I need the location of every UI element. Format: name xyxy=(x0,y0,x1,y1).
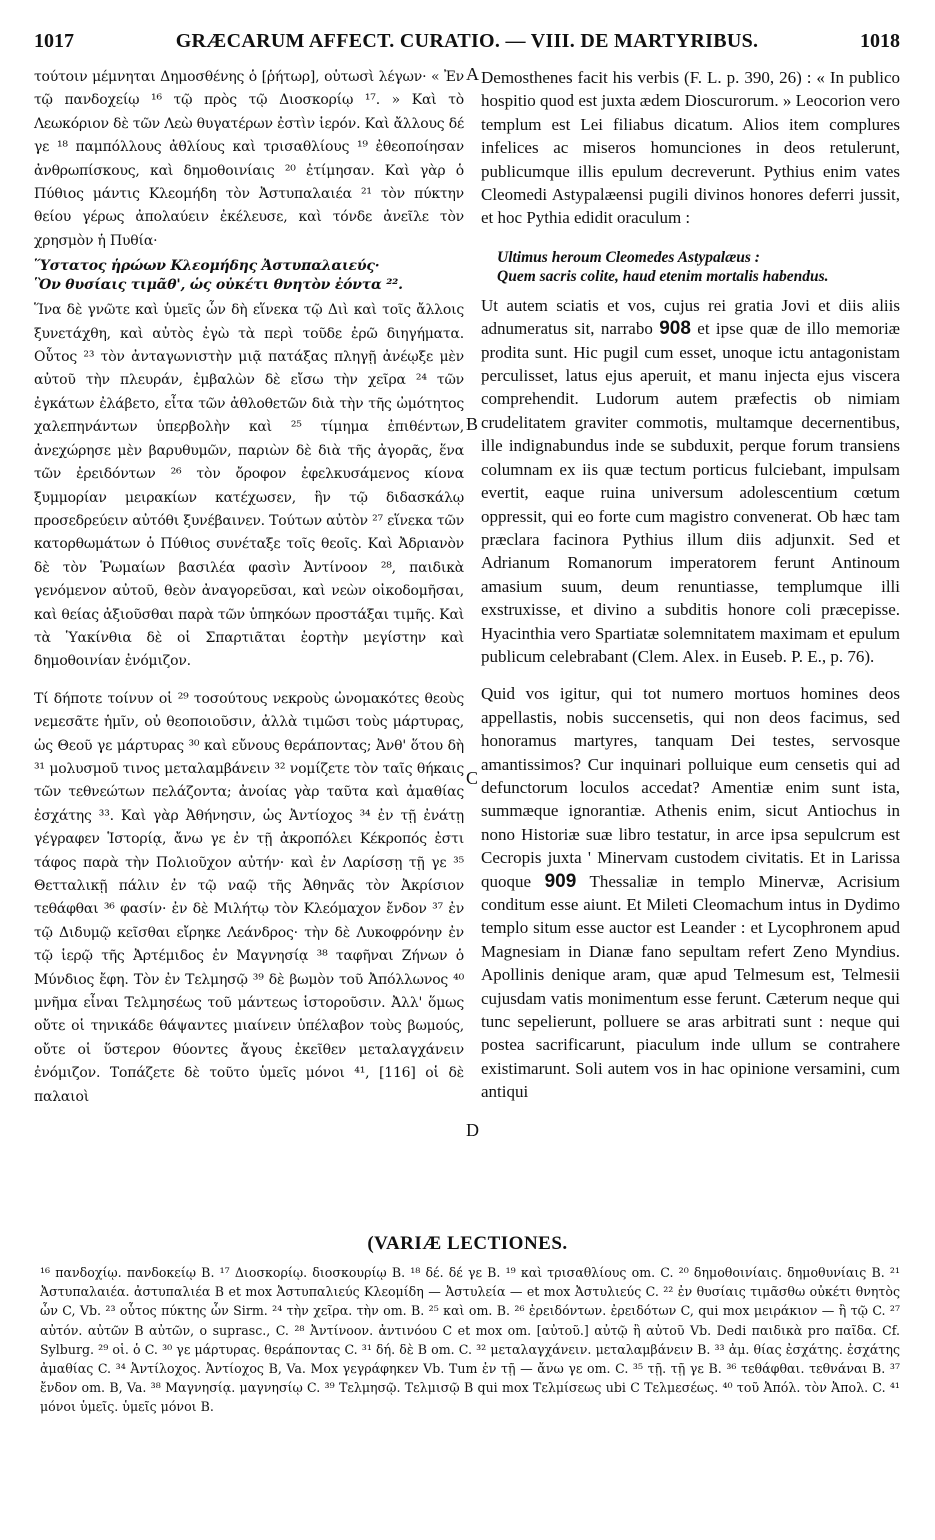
greek-oracle-verse xyxy=(34,257,464,295)
variae-lectiones-notes: ¹⁶ πανδοχίῳ. πανδοκείῳ B. ¹⁷ Διοσκορίῳ. διοσκουρίῳ B. ¹⁸ δέ. δέ γε B. ¹⁹ καὶ τρισαθλίους om. C. ²⁰ δημοθοινίαις. δημοθυνίαις B. ²¹ Ἀστυπαλαιέα. ἀστυπαλιέα B et mox Ἀστυπαλιεύς Κλεομίδη — Ἀστυλεία — et mox Ἀστυλιεύς C. ²² ἐν θυσίαις τιμᾶσθω οὐκέτι θνητὸς ὧν C, Vb. ²³ οὗτος πύκτης ὧν Sirm. ²⁴ τὴν χεῖρα. τὴν om. B. ²⁵ καὶ om. B. ²⁶ ἐρειδόντων. ἐρειδότων C, qui mox μειράκιον — ἢ τῷ C. ²⁷ αὐτόν. αὐτῶν B αὐτῶν, ο suprasc., C. ²⁸ Ἀντίνοον. ἀντινόου C et mox om. [αὐτοῦ.] αὐτῷ ἢ αὐτοῦ Vb. Dedi παιδικὰ pro παῖδα. Cf. Sylburg. ²⁹ οἱ. ὁ C. ³⁰ γε μάρτυρας. θεράποντας C. ³¹ δή. δὲ B om. C. ³² μεταλαγχάνειν. μεταλαμβάνειν B. ³³ ἀμ. θίας ἐσχάτης. ἐσχάτης ἀμαθίας C. ³⁴ Ἀντίλοχος. Ἀντίοχος B, Va. Mox γεγράφηκεν Vb. Tum ἐν τῇ — ἄνω γε om. C. ³⁵ τῇ. τῇ γε B. ³⁶ τεθάφθαι. τεθνάναι B. ³⁷ ἔνδον om. B, Va. ³⁸ Μαγνησίᾳ. μαγνησίῳ C. ³⁹ Τελμησῷ. Τελμισῷ B qui mox Τελμίσεως ubi C Τελμεσέως. ⁴⁰ τοῦ Ἀπόλ. τὸν Ἀπολ. C. ⁴¹ μόνοι ὑμεῖς. ὑμεῖς μόνοι B. xyxy=(40,1265,900,1415)
page-number-right: 1018 xyxy=(860,30,900,52)
latin-paragraph-2 xyxy=(481,294,900,669)
latin-paragraph-1: Demosthenes facit his verbis (F. L. p. 390, 26) : « In publico hospitio quod est juxta ædem Dioscurorum. » Leocorion vero templum est Lei filiabus dicatum. Alios item complures infelices ac miseros homunciones in deos retulerunt, publicumque illis epulum decreverunt. Pythius enim vates Cleomedi Astypalæensi pugili divinos honores deferri jussit, et hoc Pythia edidit oraculum : xyxy=(481,68,900,228)
latin-paragraph-3 xyxy=(481,682,900,1103)
greek-verse-line-1: Ὕστατος ἡρώων Κλεομήδης Ἀστυπαλαιεύς· xyxy=(34,258,380,275)
page-number-left: 1017 xyxy=(34,30,74,52)
column-number-908: 908 xyxy=(659,318,691,340)
variae-lectiones-heading: (VARIÆ LECTIONES. xyxy=(367,1233,568,1254)
running-header xyxy=(34,30,900,56)
margin-letter-d: D xyxy=(466,1120,479,1140)
latin-paragraph-2-start: Ut autem sciatis et vos, cujus rei gratia Jovi et diis aliis adnumeratus sit, narrabo xyxy=(481,295,900,339)
latin-paragraph-2-end: et ipse quæ de illo memoriæ prodita sunt. Hic pugil cum esset, unoque ictu antagonistam perculisset, latus ejus aperuit, et manu injecta ejus viscera comprehendit. Ludorum autem præfectis ob nimiam crudelitatem graviter commotis, multamque decernentibus, ille indignabundus inde se subduxit, perque forum transiens columnam ex iis quæ tectum porticus fulciebant, impulsam evertit, eaque ruina universum adolescentium cœtum oppressit, qui eo forte cum magistro convenerat. Ob hæc tam præclara facinora Pythius illum diis adjunxit. Sed et Adrianum Romanorum imperatorem ferunt Antinoum amasium suum, deum renuntiasse, templumque illi exstruxisse, et divino a subditis honore coli præcepisse. Hyacinthia vero Spartiatæ solemnitatem maximam et epulum publicum celebrabant (Clem. Alex. in Euseb. P. E., p. 76). xyxy=(481,319,901,666)
running-title: GRÆCARUM AFFECT. CURATIO. — VIII. DE MARTYRIBUS. xyxy=(175,30,759,52)
margin-letter-a: A xyxy=(466,64,479,84)
latin-column xyxy=(481,66,900,1104)
latin-oracle-verse xyxy=(497,248,900,286)
latin-verse-line-1: Ultimus heroum Cleomedes Astypalæus : xyxy=(497,248,760,266)
column-number-909: 909 xyxy=(544,870,577,892)
greek-verse-line-2: Ὃν θυσίαις τιμᾶθ', ὡς οὐκέτι θνητὸν ἐόντα ²². xyxy=(34,277,403,294)
greek-column xyxy=(34,66,464,1109)
latin-paragraph-3-end: Thessaliæ in templo Minervæ, Acrisium conditum esse aiunt. Et Mileti Cleomachum intus in Dydimo templo situm esse auctor est Leander : et Lycophronem apud Magnesiam in Dianæ fano sepultam refert Zeno Myndius. Apollinis denique aram, quæ apud Telmesum est, Telmesii cujusdam vatis monimentum esse ferunt. Cæterum neque qui tunc sepelierunt, polluere se aras arbitrati sunt : neque qui postea sacrificarunt, piaculum inde ullum se contrahere existimarunt. Soli autem vos in hac opinione versamini, cum antiqui xyxy=(481,871,900,1102)
margin-letter-c: C xyxy=(466,768,479,788)
greek-paragraph-3: Τί δήποτε τοίνυν οἱ ²⁹ τοσούτους νεκροὺς ὠνομακότες θεοὺς νεμεσᾶτε ἡμῖν, οὐ θεοποιοῦσιν, ἀλλὰ τιμῶσι τοὺς μάρτυρας, ὡς Θεοῦ γε μάρτυρας ³⁰ καὶ εὔνους θεράποντας; Ἀνθ' ὅτου δὴ ³¹ μολυσμοῦ τινος μεταλαμβάνειν ³² νομίζετε τὸν ταῖς θήκαις τῶν τεθνεώτων πελάζοντα; ἀνοίας γὰρ ταῦτα καὶ ἀμαθίας ἐσχάτης ³³. Καὶ γὰρ Ἀθήνησιν, ὡς Ἀντίοχος ³⁴ ἐν τῇ ἐνάτῃ γέγραφεν Ἱστορίᾳ, ἄνω γε ἐν τῇ ἀκροπόλει Κέκροπός ἐστι τάφος παρὰ τὴν Πολιοῦχον αὐτήν· καὶ ἐν Λαρίσσῃ τῇ γε ³⁵ Θετταλικῇ πάλιν ἐν τῷ ναῷ τῆς Ἀθηνᾶς τὸν Ἀκρίσιον τεθάφθαι ³⁶ φασίν· ἐν δὲ Μιλήτῳ τὸν Κλεόμαχον ἔνδον ³⁷ ἐν τῷ Διδυμῷ κεῖσθαι εἴρηκε Λεάνδρος· τὴν δὲ Λυκοφρόνην ἐν τῷ ἱερῷ τῆς Ἀρτέμιδος ἐν Μαγνησίᾳ ³⁸ ταφῆναι Ζήνων ὁ Μύνδιος ἔφη. Τὸν ἐν Τελμησῷ ³⁹ δὲ βωμὸν τοῦ Ἀπόλλωνος ⁴⁰ μνῆμα εἶναι Τελμησέως τοῦ μάντεως ἱστοροῦσιν. Ἀλλ' ὅμως οὔτε οἱ τηνικάδε θάψαντες μιαίνειν ὑπέλαβον τοὺς βωμούς, οὔτε οἱ ὕστερον θύοντες ἄγους ἐκεῖθεν μεταλαγχάνειν ἐνόμιζον. Τοπάζετε δὲ τοῦτο ὑμεῖς μόνοι ⁴¹, [116] οἱ δὲ παλαιοὶ xyxy=(34,690,464,1105)
margin-letter-b: B xyxy=(466,414,479,434)
greek-paragraph-2: Ἵνα δὲ γνῶτε καὶ ὑμεῖς ὧν δὴ εἵνεκα τῷ Διὶ καὶ τοῖς ἄλλοις ξυνετάχθη, καὶ αὐτὸς ἐγὼ τὰ περὶ τοῦδε ἐρῶ διηγήματα. Οὗτος ²³ τὸν ἀνταγωνιστὴν μιᾷ πατάξας πληγῇ ἀνέῳξε μὲν αὐτοῦ τὴν πλευράν, ἐμβαλὼν δὲ εἴσω τὴν χεῖρα ²⁴ τῶν ἐγκάτων ἐλάβετο, εἶτα τῶν ἀθλοθετῶν διὰ τὴν τῆς ὠμότητος χαλεπηνάντων ὑπερβολὴν καὶ ²⁵ τίμημα ἐπιθέντων, ἀνεχώρησε μὲν βαρυθυμῶν, παριὼν δὲ διὰ τῆς ἀγορᾶς, ἕνα τῶν ἐρειδόντων ²⁶ τὸν ὄροφον ἐφελκυσάμενος κίονα ξυμμορίαν μειρακίων κατέχωσεν, ἣν τῷ διδασκάλῳ προσεδρεύειν αὐτόθι ξυνέβαινεν. Τούτων αὐτὸν ²⁷ εἵνεκα τῶν κατορθωμάτων ὁ Πύθιος συνέταξε τοῖς θεοῖς. Καὶ Ἀδριανὸν δὲ τὸν Ῥωμαίων βασιλέα φασὶν Ἀντίνοον ²⁸, παιδικὰ γενόμενον αὐτοῦ, θεὸν ἀναγορεῦσαι, καὶ νεὼν οἰκοδομῆσαι, καὶ θείας ἀξιοῦσθαι παρὰ τῶν ὑπηκόων προστάξαι τιμῆς. Καὶ τὰ Ὑακίνθια δὲ οἱ Σπαρτιᾶται ἑορτὴν μεγίστην καὶ δημοθοινίαν ἐνόμιζον. xyxy=(34,302,464,670)
latin-paragraph-3-start: Quid vos igitur, qui tot numero mortuos homines deos appellastis, nobis succensetis, qui non deos facimus, sed honoramus martyres, tanquam Dei testes, servosque amantissimos? Cur inquinari polluique eum censetis qui ad defunctorum loculos accedat? Amentiæ enim sunt ista, summæque ignorantiæ. Athenis enim, sicut Antiochus in nono Historiæ suæ libro testatur, in arce ipsa sepulcrum est Cecropis juxta ' Minervam custodem civitatis. Et in Larissa quoque xyxy=(481,684,900,891)
greek-paragraph-1: τούτοιν μέμνηται Δημοσθένης ὁ [ῥήτωρ], οὑτωσὶ λέγων· « Ἐν τῷ πανδοχείῳ ¹⁶ τῷ πρὸς τῷ Διοσκορίῳ ¹⁷. » Καὶ τὸ Λεωκόριον δὲ τῶν Λεὼ θυγατέρων ἐστὶν ἱερόν. Καὶ ἄλλους δέ γε ¹⁸ παμπόλλους ἀθλίους καὶ τρισαθλίους ¹⁹ ἐθεοποίησαν ἀνθρωπίσκους, καὶ δημοθοινίαις ²⁰ ἐτίμησαν. Καὶ γὰρ ὁ Πύθιος μάντις Κλεομήδη τὸν Ἀστυπαλαιέα ²¹ τὸν πύκτην θείου γέρως ἀπολαύειν ἐκέλευσε, καὶ τόνδε ἀνεῖλε τὸν χρησμὸν ἡ Πυθία· xyxy=(34,69,464,249)
latin-verse-line-2: Quem sacris colite, haud etenim mortalis habendus. xyxy=(497,267,829,285)
